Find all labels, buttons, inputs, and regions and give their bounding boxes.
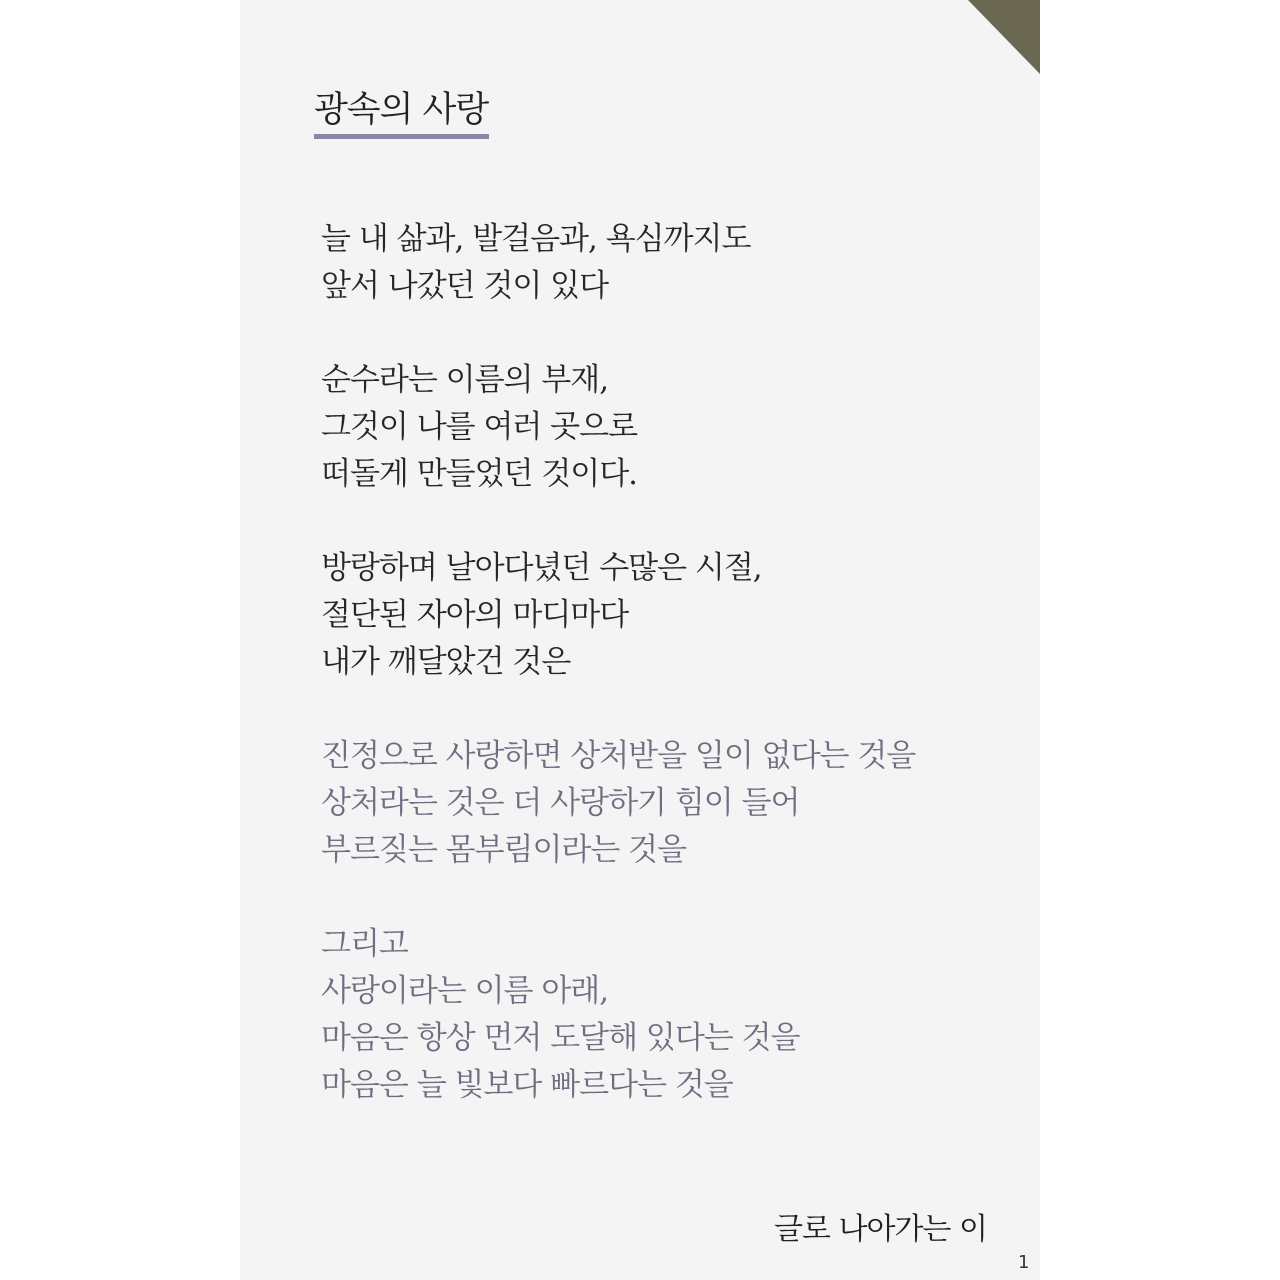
poem-body xyxy=(321,216,1021,1156)
poem-line: 부르짖는 몸부림이라는 것을 xyxy=(321,832,687,868)
stanza-5 xyxy=(321,921,1021,1109)
poem-line: 그것이 나를 여러 곳으로 xyxy=(321,409,638,445)
poem-line: 늘 내 삶과, 발걸음과, 욕심까지도 xyxy=(321,221,751,257)
poem-line: 사랑이라는 이름 아래, xyxy=(321,973,609,1009)
poem-line: 내가 깨달았건 것은 xyxy=(321,644,571,680)
poem-page xyxy=(240,0,1040,1280)
poem-line: 마음은 늘 빛보다 빠르다는 것을 xyxy=(321,1067,733,1103)
poem-line: 순수라는 이름의 부재, xyxy=(321,362,609,398)
author-signature: 글로 나아가는 이 xyxy=(774,1212,987,1247)
poem-title: 광속의 사랑 xyxy=(314,90,489,130)
poem-line: 그리고 xyxy=(321,926,408,962)
poem-line: 진정으로 사랑하면 상처받을 일이 없다는 것을 xyxy=(321,738,916,774)
stanza-4 xyxy=(321,733,1021,874)
poem-line: 상처라는 것은 더 사랑하기 힘이 들어 xyxy=(321,785,800,821)
poem-line: 절단된 자아의 마디마다 xyxy=(321,597,629,633)
poem-line: 앞서 나갔던 것이 있다 xyxy=(321,268,609,304)
poem-line: 마음은 항상 먼저 도달해 있다는 것을 xyxy=(321,1020,800,1056)
stanza-1 xyxy=(321,216,1021,310)
page-number: 1 xyxy=(1018,1252,1030,1273)
stanza-2 xyxy=(321,357,1021,498)
stanza-3 xyxy=(321,545,1021,686)
poem-line: 떠돌게 만들었던 것이다. xyxy=(321,456,638,492)
title-underline xyxy=(314,134,489,139)
corner-fold xyxy=(968,0,1040,74)
poem-line: 방랑하며 날아다녔던 수많은 시절, xyxy=(321,550,762,586)
